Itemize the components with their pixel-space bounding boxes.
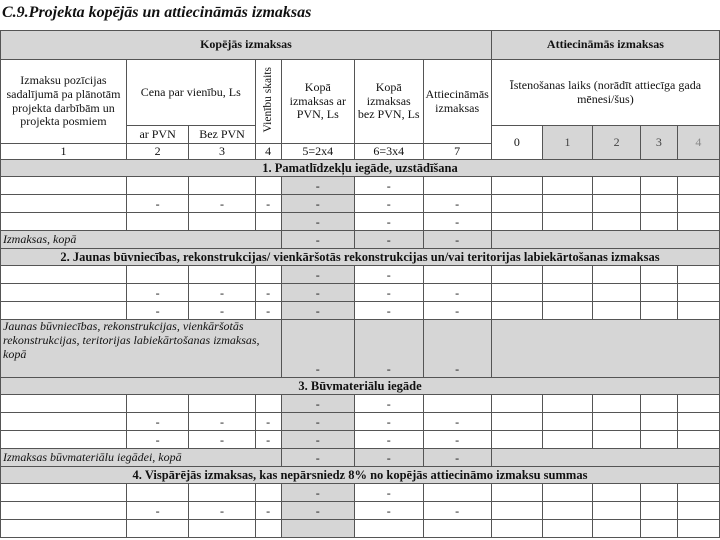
dash-cell: -	[354, 284, 423, 302]
section-title: 3. Būvmateriālu iegāde	[1, 378, 720, 395]
section-title: 1. Pamatlīdzekļu iegāde, uzstādīšana	[1, 160, 720, 177]
dash-cell: -	[255, 502, 281, 520]
dash-cell: -	[189, 431, 255, 449]
col-number: 4	[255, 144, 281, 160]
section-total-label: Jaunas būvniecības, rekonstrukcijas, vienkāršotās rekonstrukcijas, teritorijas labiekārtošanas izmaksas, kopā	[1, 320, 282, 378]
col-number: 6=3x4	[354, 144, 423, 160]
dash-cell: -	[126, 502, 188, 520]
section-title: 4. Vispārējās izmaksas, kas nepārsniedz 8% no kopējās attiecināmo izmaksu summas	[1, 467, 720, 484]
dash-cell: -	[189, 302, 255, 320]
dash-cell: -	[354, 502, 423, 520]
year-1: 1	[542, 126, 592, 160]
page-title: C.9.Projekta kopējās un attiecināmās izmaksas	[2, 4, 312, 21]
dash-cell: -	[354, 231, 423, 249]
table-cell[interactable]	[1, 213, 127, 231]
dash-cell: -	[281, 320, 354, 378]
dash-cell: -	[281, 213, 354, 231]
dash-cell: -	[255, 302, 281, 320]
header-implementation-time: Īstenošanas laiks (norādīt attiecīga gada mēnesi/šus)	[491, 60, 719, 126]
col-number: 7	[423, 144, 491, 160]
table-cell[interactable]	[1, 395, 127, 413]
dash-cell: -	[126, 284, 188, 302]
header-without-vat: Bez PVN	[189, 126, 255, 144]
dash-cell: -	[189, 502, 255, 520]
dash-cell: -	[255, 413, 281, 431]
dash-cell: -	[281, 302, 354, 320]
dash-cell: -	[423, 195, 491, 213]
dash-cell: -	[354, 431, 423, 449]
dash-cell: -	[354, 177, 423, 195]
dash-cell: -	[423, 213, 491, 231]
table-cell[interactable]	[1, 502, 127, 520]
table-cell[interactable]	[1, 195, 127, 213]
header-eligible-costs: Attiecināmās izmaksas	[491, 31, 719, 60]
table-cell[interactable]	[1, 413, 127, 431]
table-cell[interactable]	[1, 484, 127, 502]
header-item-name: Izmaksu pozīcijas sadalījumā pa plānotām projekta darbībām un projekta posmiem	[1, 60, 127, 144]
dash-cell: -	[354, 213, 423, 231]
dash-cell: -	[423, 302, 491, 320]
cost-table-container	[0, 30, 720, 538]
table-cell[interactable]	[1, 266, 127, 284]
dash-cell: -	[281, 231, 354, 249]
dash-cell: -	[423, 413, 491, 431]
section-total-label: Izmaksas būvmateriālu iegādei, kopā	[1, 449, 282, 467]
dash-cell: -	[255, 284, 281, 302]
dash-cell: -	[354, 266, 423, 284]
dash-cell: -	[423, 502, 491, 520]
year-3: 3	[641, 126, 677, 160]
col-number: 1	[1, 144, 127, 160]
dash-cell: -	[281, 502, 354, 520]
dash-cell: -	[255, 431, 281, 449]
dash-cell: -	[281, 284, 354, 302]
dash-cell: -	[126, 302, 188, 320]
dash-cell: -	[281, 177, 354, 195]
dash-cell: -	[423, 449, 491, 467]
dash-cell: -	[126, 431, 188, 449]
dash-cell: -	[126, 195, 188, 213]
dash-cell: -	[189, 195, 255, 213]
table-cell[interactable]	[1, 302, 127, 320]
dash-cell: -	[423, 431, 491, 449]
dash-cell: -	[354, 395, 423, 413]
dash-cell: -	[255, 195, 281, 213]
dash-cell: -	[281, 266, 354, 284]
dash-cell: -	[281, 413, 354, 431]
year-2: 2	[593, 126, 641, 160]
table-cell[interactable]	[1, 284, 127, 302]
dash-cell: -	[281, 484, 354, 502]
dash-cell: -	[423, 284, 491, 302]
col-number: 3	[189, 144, 255, 160]
dash-cell: -	[126, 413, 188, 431]
dash-cell: -	[354, 302, 423, 320]
dash-cell: -	[189, 284, 255, 302]
header-unit-count: Vienību skaits	[255, 60, 281, 144]
header-total-with-vat: Kopā izmaksas ar PVN, Ls	[281, 60, 354, 144]
dash-cell: -	[354, 320, 423, 378]
dash-cell: -	[189, 413, 255, 431]
dash-cell: -	[281, 395, 354, 413]
dash-cell: -	[281, 449, 354, 467]
table-cell[interactable]	[1, 520, 127, 538]
dash-cell: -	[423, 320, 491, 378]
cost-table	[0, 30, 720, 538]
header-unit-price: Cena par vienību, Ls	[126, 60, 255, 126]
table-cell[interactable]	[1, 431, 127, 449]
dash-cell: -	[354, 195, 423, 213]
header-with-vat: ar PVN	[126, 126, 188, 144]
dash-cell: -	[423, 231, 491, 249]
section-title: 2. Jaunas būvniecības, rekonstrukcijas/ vienkāršotās rekonstrukcijas un/vai teritorijas labiekārtošanas izmaksas	[1, 249, 720, 266]
dash-cell: -	[354, 484, 423, 502]
header-eligible: Attiecināmās izmaksas	[423, 60, 491, 144]
header-total-without-vat: Kopā izmaksas bez PVN, Ls	[354, 60, 423, 144]
dash-cell: -	[281, 431, 354, 449]
section-total-label: Izmaksas, kopā	[1, 231, 282, 249]
header-total-costs: Kopējās izmaksas	[1, 31, 492, 60]
dash-cell: -	[354, 449, 423, 467]
year-0: 0	[491, 126, 542, 160]
table-cell[interactable]	[1, 177, 127, 195]
year-4: 4	[677, 126, 719, 160]
dash-cell: -	[281, 195, 354, 213]
col-number: 5=2x4	[281, 144, 354, 160]
col-number: 2	[126, 144, 188, 160]
dash-cell: -	[354, 413, 423, 431]
